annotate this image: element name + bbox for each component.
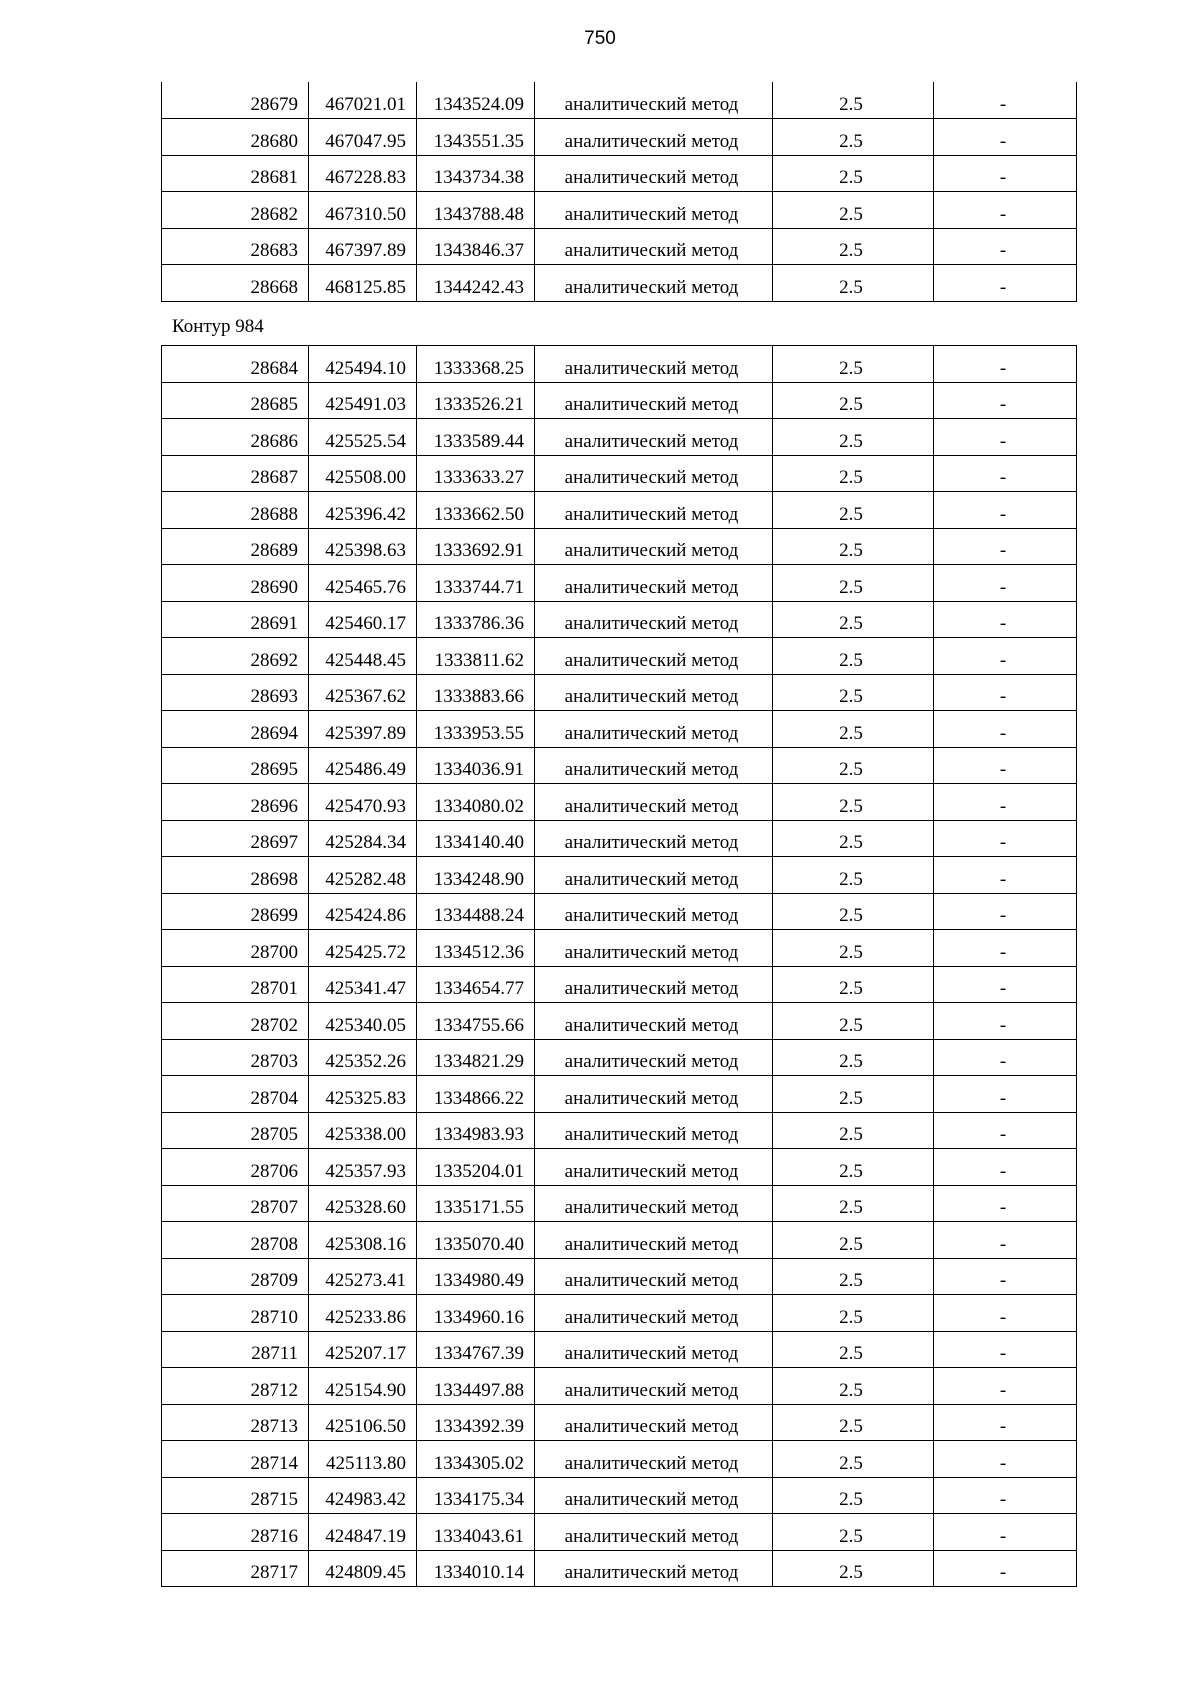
note-cell: -: [934, 1112, 1077, 1149]
y-coordinate-cell: 1333633.27: [417, 455, 535, 492]
x-coordinate-cell: 425207.17: [309, 1331, 417, 1368]
table-row: [162, 1368, 1077, 1405]
note-cell: -: [934, 711, 1077, 748]
note-cell: -: [934, 1039, 1077, 1076]
point-number-cell: 28702: [162, 1003, 309, 1040]
point-number-cell: 28668: [162, 265, 309, 302]
x-coordinate-cell: 425486.49: [309, 747, 417, 784]
contour-heading: Контур 984: [172, 316, 264, 337]
x-coordinate-cell: 425233.86: [309, 1295, 417, 1332]
error-cell: 2.5: [773, 930, 934, 967]
method-cell: аналитический метод: [535, 1368, 773, 1405]
table-row: [162, 382, 1077, 419]
note-cell: -: [934, 228, 1077, 265]
note-cell: -: [934, 192, 1077, 229]
note-cell: -: [934, 1003, 1077, 1040]
y-coordinate-cell: 1343734.38: [417, 155, 535, 192]
note-cell: -: [934, 565, 1077, 602]
table-row: [162, 893, 1077, 930]
method-cell: аналитический метод: [535, 346, 773, 383]
point-number-cell: 28693: [162, 674, 309, 711]
method-cell: аналитический метод: [535, 265, 773, 302]
table-row: [162, 1331, 1077, 1368]
point-number-cell: 28690: [162, 565, 309, 602]
point-number-cell: 28710: [162, 1295, 309, 1332]
point-number-cell: 28712: [162, 1368, 309, 1405]
x-coordinate-cell: 425465.76: [309, 565, 417, 602]
x-coordinate-cell: 425340.05: [309, 1003, 417, 1040]
method-cell: аналитический метод: [535, 1112, 773, 1149]
note-cell: -: [934, 1149, 1077, 1186]
method-cell: аналитический метод: [535, 528, 773, 565]
error-cell: 2.5: [773, 1368, 934, 1405]
method-cell: аналитический метод: [535, 1550, 773, 1587]
point-number-cell: 28687: [162, 455, 309, 492]
coordinates-table-contour: [161, 345, 1077, 1587]
point-number-cell: 28688: [162, 492, 309, 529]
table-row: [162, 1514, 1077, 1551]
note-cell: -: [934, 1222, 1077, 1259]
note-cell: -: [934, 1441, 1077, 1478]
note-cell: -: [934, 346, 1077, 383]
note-cell: -: [934, 601, 1077, 638]
error-cell: 2.5: [773, 711, 934, 748]
y-coordinate-cell: 1333692.91: [417, 528, 535, 565]
x-coordinate-cell: 425460.17: [309, 601, 417, 638]
table-row: [162, 565, 1077, 602]
note-cell: -: [934, 747, 1077, 784]
y-coordinate-cell: 1334043.61: [417, 1514, 535, 1551]
table-row: [162, 265, 1077, 302]
error-cell: 2.5: [773, 1404, 934, 1441]
note-cell: -: [934, 857, 1077, 894]
method-cell: аналитический метод: [535, 747, 773, 784]
x-coordinate-cell: 425357.93: [309, 1149, 417, 1186]
x-coordinate-cell: 425325.83: [309, 1076, 417, 1113]
y-coordinate-cell: 1335171.55: [417, 1185, 535, 1222]
note-cell: -: [934, 784, 1077, 821]
point-number-cell: 28681: [162, 155, 309, 192]
y-coordinate-cell: 1334080.02: [417, 784, 535, 821]
table-row: [162, 1112, 1077, 1149]
x-coordinate-cell: 425494.10: [309, 346, 417, 383]
table-row: [162, 1477, 1077, 1514]
method-cell: аналитический метод: [535, 419, 773, 456]
x-coordinate-cell: 425425.72: [309, 930, 417, 967]
table-row: [162, 1149, 1077, 1186]
table-row: [162, 455, 1077, 492]
x-coordinate-cell: 425308.16: [309, 1222, 417, 1259]
method-cell: аналитический метод: [535, 857, 773, 894]
error-cell: 2.5: [773, 1112, 934, 1149]
y-coordinate-cell: 1334175.34: [417, 1477, 535, 1514]
error-cell: 2.5: [773, 966, 934, 1003]
note-cell: -: [934, 455, 1077, 492]
error-cell: 2.5: [773, 119, 934, 156]
error-cell: 2.5: [773, 492, 934, 529]
y-coordinate-cell: 1334488.24: [417, 893, 535, 930]
point-number-cell: 28713: [162, 1404, 309, 1441]
note-cell: -: [934, 1550, 1077, 1587]
point-number-cell: 28706: [162, 1149, 309, 1186]
point-number-cell: 28696: [162, 784, 309, 821]
method-cell: аналитический метод: [535, 674, 773, 711]
x-coordinate-cell: 425470.93: [309, 784, 417, 821]
method-cell: аналитический метод: [535, 1514, 773, 1551]
point-number-cell: 28684: [162, 346, 309, 383]
table-row: [162, 1039, 1077, 1076]
note-cell: -: [934, 382, 1077, 419]
error-cell: 2.5: [773, 1550, 934, 1587]
y-coordinate-cell: 1333744.71: [417, 565, 535, 602]
method-cell: аналитический метод: [535, 455, 773, 492]
point-number-cell: 28698: [162, 857, 309, 894]
table-row: [162, 1185, 1077, 1222]
y-coordinate-cell: 1334512.36: [417, 930, 535, 967]
point-number-cell: 28701: [162, 966, 309, 1003]
note-cell: -: [934, 528, 1077, 565]
method-cell: аналитический метод: [535, 565, 773, 602]
table-row: [162, 1441, 1077, 1478]
table-row: [162, 119, 1077, 156]
y-coordinate-cell: 1343524.09: [417, 82, 535, 119]
note-cell: -: [934, 930, 1077, 967]
point-number-cell: 28686: [162, 419, 309, 456]
point-number-cell: 28714: [162, 1441, 309, 1478]
table-row: [162, 1295, 1077, 1332]
method-cell: аналитический метод: [535, 601, 773, 638]
point-number-cell: 28717: [162, 1550, 309, 1587]
method-cell: аналитический метод: [535, 784, 773, 821]
note-cell: -: [934, 119, 1077, 156]
note-cell: -: [934, 1258, 1077, 1295]
y-coordinate-cell: 1334821.29: [417, 1039, 535, 1076]
method-cell: аналитический метод: [535, 382, 773, 419]
table-row: [162, 747, 1077, 784]
y-coordinate-cell: 1333953.55: [417, 711, 535, 748]
y-coordinate-cell: 1343788.48: [417, 192, 535, 229]
method-cell: аналитический метод: [535, 1039, 773, 1076]
x-coordinate-cell: 425106.50: [309, 1404, 417, 1441]
method-cell: аналитический метод: [535, 930, 773, 967]
note-cell: -: [934, 82, 1077, 119]
x-coordinate-cell: 467228.83: [309, 155, 417, 192]
method-cell: аналитический метод: [535, 1477, 773, 1514]
y-coordinate-cell: 1333526.21: [417, 382, 535, 419]
method-cell: аналитический метод: [535, 820, 773, 857]
x-coordinate-cell: 467397.89: [309, 228, 417, 265]
error-cell: 2.5: [773, 674, 934, 711]
x-coordinate-cell: 425396.42: [309, 492, 417, 529]
error-cell: 2.5: [773, 1003, 934, 1040]
point-number-cell: 28715: [162, 1477, 309, 1514]
note-cell: -: [934, 1185, 1077, 1222]
table-row: [162, 674, 1077, 711]
y-coordinate-cell: 1334960.16: [417, 1295, 535, 1332]
note-cell: -: [934, 1295, 1077, 1332]
y-coordinate-cell: 1335070.40: [417, 1222, 535, 1259]
x-coordinate-cell: 425338.00: [309, 1112, 417, 1149]
method-cell: аналитический метод: [535, 1003, 773, 1040]
note-cell: -: [934, 893, 1077, 930]
table-row: [162, 1222, 1077, 1259]
point-number-cell: 28695: [162, 747, 309, 784]
y-coordinate-cell: 1333368.25: [417, 346, 535, 383]
coordinates-table-continued: [161, 82, 1077, 302]
method-cell: аналитический метод: [535, 192, 773, 229]
method-cell: аналитический метод: [535, 1331, 773, 1368]
x-coordinate-cell: 424983.42: [309, 1477, 417, 1514]
error-cell: 2.5: [773, 1222, 934, 1259]
x-coordinate-cell: 425282.48: [309, 857, 417, 894]
point-number-cell: 28683: [162, 228, 309, 265]
error-cell: 2.5: [773, 455, 934, 492]
y-coordinate-cell: 1334140.40: [417, 820, 535, 857]
point-number-cell: 28679: [162, 82, 309, 119]
method-cell: аналитический метод: [535, 1404, 773, 1441]
error-cell: 2.5: [773, 1514, 934, 1551]
error-cell: 2.5: [773, 419, 934, 456]
table-row: [162, 1003, 1077, 1040]
y-coordinate-cell: 1335204.01: [417, 1149, 535, 1186]
table-row: [162, 528, 1077, 565]
error-cell: 2.5: [773, 1331, 934, 1368]
error-cell: 2.5: [773, 893, 934, 930]
method-cell: аналитический метод: [535, 1441, 773, 1478]
point-number-cell: 28716: [162, 1514, 309, 1551]
error-cell: 2.5: [773, 784, 934, 821]
point-number-cell: 28697: [162, 820, 309, 857]
error-cell: 2.5: [773, 155, 934, 192]
point-number-cell: 28699: [162, 893, 309, 930]
point-number-cell: 28711: [162, 1331, 309, 1368]
y-coordinate-cell: 1334392.39: [417, 1404, 535, 1441]
point-number-cell: 28700: [162, 930, 309, 967]
page-number: 750: [584, 28, 616, 49]
method-cell: аналитический метод: [535, 82, 773, 119]
x-coordinate-cell: 425113.80: [309, 1441, 417, 1478]
error-cell: 2.5: [773, 1258, 934, 1295]
error-cell: 2.5: [773, 265, 934, 302]
note-cell: -: [934, 820, 1077, 857]
x-coordinate-cell: 425508.00: [309, 455, 417, 492]
error-cell: 2.5: [773, 857, 934, 894]
x-coordinate-cell: 425397.89: [309, 711, 417, 748]
error-cell: 2.5: [773, 346, 934, 383]
error-cell: 2.5: [773, 747, 934, 784]
note-cell: -: [934, 638, 1077, 675]
error-cell: 2.5: [773, 228, 934, 265]
y-coordinate-cell: 1334305.02: [417, 1441, 535, 1478]
error-cell: 2.5: [773, 1477, 934, 1514]
y-coordinate-cell: 1334983.93: [417, 1112, 535, 1149]
method-cell: аналитический метод: [535, 1222, 773, 1259]
error-cell: 2.5: [773, 1441, 934, 1478]
x-coordinate-cell: 425284.34: [309, 820, 417, 857]
x-coordinate-cell: 425273.41: [309, 1258, 417, 1295]
point-number-cell: 28685: [162, 382, 309, 419]
point-number-cell: 28704: [162, 1076, 309, 1113]
table-row: [162, 857, 1077, 894]
error-cell: 2.5: [773, 820, 934, 857]
x-coordinate-cell: 467021.01: [309, 82, 417, 119]
x-coordinate-cell: 425367.62: [309, 674, 417, 711]
method-cell: аналитический метод: [535, 1295, 773, 1332]
point-number-cell: 28691: [162, 601, 309, 638]
method-cell: аналитический метод: [535, 228, 773, 265]
y-coordinate-cell: 1343846.37: [417, 228, 535, 265]
method-cell: аналитический метод: [535, 119, 773, 156]
y-coordinate-cell: 1334036.91: [417, 747, 535, 784]
method-cell: аналитический метод: [535, 1258, 773, 1295]
y-coordinate-cell: 1334866.22: [417, 1076, 535, 1113]
x-coordinate-cell: 425491.03: [309, 382, 417, 419]
y-coordinate-cell: 1334497.88: [417, 1368, 535, 1405]
point-number-cell: 28680: [162, 119, 309, 156]
point-number-cell: 28694: [162, 711, 309, 748]
error-cell: 2.5: [773, 192, 934, 229]
method-cell: аналитический метод: [535, 1076, 773, 1113]
x-coordinate-cell: 425448.45: [309, 638, 417, 675]
table-row: [162, 784, 1077, 821]
x-coordinate-cell: 425352.26: [309, 1039, 417, 1076]
error-cell: 2.5: [773, 1149, 934, 1186]
table-row: [162, 966, 1077, 1003]
note-cell: -: [934, 419, 1077, 456]
y-coordinate-cell: 1333589.44: [417, 419, 535, 456]
x-coordinate-cell: 425328.60: [309, 1185, 417, 1222]
y-coordinate-cell: 1333811.62: [417, 638, 535, 675]
error-cell: 2.5: [773, 528, 934, 565]
note-cell: -: [934, 1404, 1077, 1441]
error-cell: 2.5: [773, 1076, 934, 1113]
error-cell: 2.5: [773, 82, 934, 119]
y-coordinate-cell: 1343551.35: [417, 119, 535, 156]
method-cell: аналитический метод: [535, 155, 773, 192]
y-coordinate-cell: 1334654.77: [417, 966, 535, 1003]
point-number-cell: 28692: [162, 638, 309, 675]
method-cell: аналитический метод: [535, 893, 773, 930]
point-number-cell: 28689: [162, 528, 309, 565]
point-number-cell: 28708: [162, 1222, 309, 1259]
table-row: [162, 1404, 1077, 1441]
table-row: [162, 601, 1077, 638]
y-coordinate-cell: 1334980.49: [417, 1258, 535, 1295]
y-coordinate-cell: 1334010.14: [417, 1550, 535, 1587]
y-coordinate-cell: 1333662.50: [417, 492, 535, 529]
method-cell: аналитический метод: [535, 638, 773, 675]
table-row: [162, 492, 1077, 529]
table-row: [162, 638, 1077, 675]
y-coordinate-cell: 1333786.36: [417, 601, 535, 638]
x-coordinate-cell: 424809.45: [309, 1550, 417, 1587]
point-number-cell: 28703: [162, 1039, 309, 1076]
point-number-cell: 28705: [162, 1112, 309, 1149]
method-cell: аналитический метод: [535, 492, 773, 529]
note-cell: -: [934, 155, 1077, 192]
table-row: [162, 192, 1077, 229]
error-cell: 2.5: [773, 382, 934, 419]
method-cell: аналитический метод: [535, 966, 773, 1003]
table-row: [162, 930, 1077, 967]
x-coordinate-cell: 425341.47: [309, 966, 417, 1003]
table-row: [162, 711, 1077, 748]
x-coordinate-cell: 425154.90: [309, 1368, 417, 1405]
x-coordinate-cell: 468125.85: [309, 265, 417, 302]
y-coordinate-cell: 1334755.66: [417, 1003, 535, 1040]
x-coordinate-cell: 425525.54: [309, 419, 417, 456]
error-cell: 2.5: [773, 1039, 934, 1076]
x-coordinate-cell: 424847.19: [309, 1514, 417, 1551]
table-row: [162, 1550, 1077, 1587]
note-cell: -: [934, 1514, 1077, 1551]
table-row: [162, 228, 1077, 265]
y-coordinate-cell: 1333883.66: [417, 674, 535, 711]
error-cell: 2.5: [773, 1185, 934, 1222]
x-coordinate-cell: 425398.63: [309, 528, 417, 565]
note-cell: -: [934, 265, 1077, 302]
note-cell: -: [934, 674, 1077, 711]
table-row: [162, 1258, 1077, 1295]
y-coordinate-cell: 1334767.39: [417, 1331, 535, 1368]
note-cell: -: [934, 1368, 1077, 1405]
point-number-cell: 28707: [162, 1185, 309, 1222]
y-coordinate-cell: 1344242.43: [417, 265, 535, 302]
point-number-cell: 28682: [162, 192, 309, 229]
x-coordinate-cell: 425424.86: [309, 893, 417, 930]
note-cell: -: [934, 1331, 1077, 1368]
method-cell: аналитический метод: [535, 1185, 773, 1222]
note-cell: -: [934, 1076, 1077, 1113]
table-row: [162, 82, 1077, 119]
error-cell: 2.5: [773, 565, 934, 602]
table-row: [162, 820, 1077, 857]
x-coordinate-cell: 467310.50: [309, 192, 417, 229]
table-row: [162, 346, 1077, 383]
error-cell: 2.5: [773, 1295, 934, 1332]
method-cell: аналитический метод: [535, 711, 773, 748]
table-row: [162, 1076, 1077, 1113]
note-cell: -: [934, 492, 1077, 529]
error-cell: 2.5: [773, 638, 934, 675]
table-row: [162, 155, 1077, 192]
note-cell: -: [934, 1477, 1077, 1514]
method-cell: аналитический метод: [535, 1149, 773, 1186]
point-number-cell: 28709: [162, 1258, 309, 1295]
table-row: [162, 419, 1077, 456]
x-coordinate-cell: 467047.95: [309, 119, 417, 156]
note-cell: -: [934, 966, 1077, 1003]
error-cell: 2.5: [773, 601, 934, 638]
y-coordinate-cell: 1334248.90: [417, 857, 535, 894]
